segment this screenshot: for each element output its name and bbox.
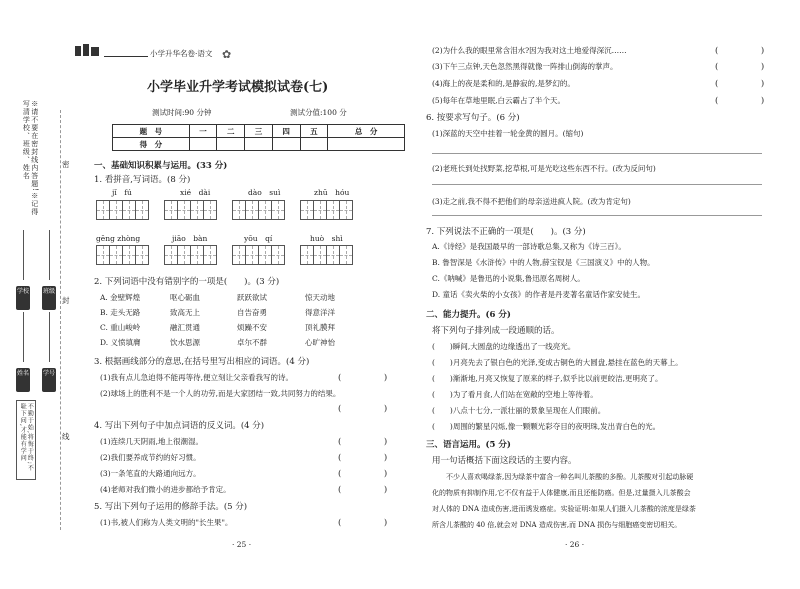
pinyin: xié dài bbox=[180, 188, 211, 197]
s2-item: ( )渐渐地,月亮又恢复了原来的样子,似乎比以前更皎洁,更明亮了。 bbox=[432, 374, 663, 383]
q2-option: 心旷神怡 bbox=[305, 338, 335, 347]
score-table bbox=[112, 124, 405, 151]
q4-item: (3)一条笔直的大路通向远方。 bbox=[100, 469, 201, 478]
answer-line[interactable] bbox=[432, 184, 762, 185]
answer-paren[interactable]: ( ) bbox=[338, 485, 388, 495]
answer-paren[interactable]: ( ) bbox=[338, 404, 388, 414]
score-input-cell[interactable] bbox=[272, 138, 300, 151]
side-field-class: 班级 bbox=[42, 286, 56, 310]
q3-item: (1)我有点儿急迫得不能再等待,便立刻让父亲看我写的诗。 bbox=[100, 373, 294, 382]
seal-char-mi: 密 bbox=[62, 160, 70, 169]
q4-item: (1)连续几天阴雨,地上很潮湿。 bbox=[100, 437, 204, 446]
s3-paragraph-line: 化的物质有抑制作用,它不仅有益于人体健康,而且还能防癌。但是,过量摄入儿茶酸会 bbox=[432, 489, 691, 497]
score-input-cell[interactable] bbox=[189, 138, 217, 151]
score-header-cell: 三 bbox=[245, 125, 273, 138]
answer-paren[interactable]: ( ) bbox=[338, 373, 388, 383]
exam-time: 测试时间:90 分钟 bbox=[152, 108, 212, 117]
seal-char-xian: 线 bbox=[62, 432, 70, 441]
q6-prompt: 6. 按要求写句子。(6 分) bbox=[426, 113, 520, 123]
q2-prompt: 2. 下列词语中没有错别字的一项是( )。(3 分) bbox=[94, 277, 280, 287]
q2-option: 致高无上 bbox=[170, 308, 200, 317]
answer-line[interactable] bbox=[432, 153, 762, 154]
q2-option: 呕心砺血 bbox=[170, 293, 200, 302]
score-header-cell: 题 号 bbox=[113, 125, 190, 138]
side-write-line[interactable] bbox=[49, 312, 50, 362]
q7-option: D. 童话《卖火柴的小女孩》的作者是丹麦著名童话作家安徒生。 bbox=[432, 290, 646, 299]
char-grid[interactable] bbox=[300, 245, 352, 265]
side-motto: 不勤于始,将悔于终;不耻下问,才能有学问 bbox=[16, 400, 36, 480]
char-grid[interactable] bbox=[232, 200, 284, 220]
header-rule bbox=[104, 56, 148, 57]
s2-item: ( )瞬间,大圆盘的边缘透出了一线亮光。 bbox=[432, 342, 576, 351]
q5-prompt: 5. 写出下列句子运用的修辞手法。(5 分) bbox=[94, 502, 248, 512]
q2-option: 惊天动地 bbox=[305, 293, 335, 302]
pinyin: gēng zhòng bbox=[96, 234, 141, 243]
q7-prompt: 7. 下列说法不正确的一项是( )。(3 分) bbox=[426, 227, 586, 237]
q4-prompt: 4. 写出下列句子中加点词语的反义词。(4 分) bbox=[94, 421, 265, 431]
page-number-left: · 25 · bbox=[232, 540, 252, 549]
q2-option: 跃跃欲试 bbox=[237, 293, 267, 302]
s2-item: ( )周围的繁星闪烁,像一颗颗光彩夺目的夜明珠,发出青白色的光。 bbox=[432, 422, 661, 431]
pinyin: jiāo bàn bbox=[172, 234, 208, 243]
answer-paren[interactable]: ( ) bbox=[715, 62, 765, 72]
score-header-cell: 二 bbox=[217, 125, 245, 138]
answer-paren[interactable]: ( ) bbox=[338, 437, 388, 447]
q2-option: D. 义愤填膺 bbox=[100, 338, 141, 347]
s2-item: ( )月亮先去了银白色的光泽,变成古铜色的大圆盘,悬挂在蓝色的天幕上。 bbox=[432, 358, 683, 367]
q7-option: B. 鲁智深是《水浒传》中的人物,薛宝钗是《三国演义》中的人物。 bbox=[432, 258, 655, 267]
q2-option: A. 金壁辉煌 bbox=[100, 293, 141, 302]
q6-item: (2)老班长到处找野菜,挖草根,可是光吃这些东西不行。(改为反问句) bbox=[432, 164, 656, 173]
q3-prompt: 3. 根据画线部分的意思,在括号里写出相应的词语。(4 分) bbox=[94, 357, 310, 367]
q2-option: C. 重山峻岭 bbox=[100, 323, 141, 332]
pinyin: huò shì bbox=[310, 234, 343, 243]
page-title: 小学毕业升学考试模拟试卷(七) bbox=[147, 80, 329, 95]
q6-item: (3)走之前,我不得不把他们的母亲送进疯人院。(改为肯定句) bbox=[432, 197, 631, 206]
s2-item: ( )八点十七分,一派壮丽的景象呈现在人们眼前。 bbox=[432, 406, 606, 415]
q1-prompt: 1. 看拼音,写词语。(8 分) bbox=[94, 175, 191, 185]
section3-title: 三、语言运用。(5 分) bbox=[426, 440, 511, 450]
pinyin: yōu qí bbox=[244, 234, 273, 243]
answer-line[interactable] bbox=[432, 215, 762, 216]
q5-item: (4)海上的夜是柔和的,是静寂的,是梦幻的。 bbox=[432, 79, 575, 88]
answer-paren[interactable]: ( ) bbox=[338, 518, 388, 528]
s2-item: ( )为了看月食,人们站在宽敞的空地上等待着。 bbox=[432, 390, 598, 399]
answer-paren[interactable]: ( ) bbox=[338, 453, 388, 463]
score-input-cell[interactable] bbox=[245, 138, 273, 151]
q2-option: 自告奋勇 bbox=[237, 308, 267, 317]
seal-char-feng: 封 bbox=[62, 296, 70, 305]
q4-item: (4)老师对我们微小的进步都给予肯定。 bbox=[100, 485, 231, 494]
char-grid[interactable] bbox=[232, 245, 284, 265]
seal-line bbox=[60, 110, 61, 530]
side-write-line[interactable] bbox=[23, 230, 24, 280]
score-header-cell: 五 bbox=[300, 125, 328, 138]
answer-paren[interactable]: ( ) bbox=[715, 79, 765, 89]
score-input-cell[interactable] bbox=[328, 138, 405, 151]
side-field-id: 学号 bbox=[42, 368, 56, 392]
q2-option: 卓尔不群 bbox=[237, 338, 267, 347]
q2-option: 得意洋洋 bbox=[305, 308, 335, 317]
char-grid[interactable] bbox=[164, 200, 216, 220]
s2-prompt: 将下列句子排列成一段通顺的话。 bbox=[432, 326, 560, 336]
q2-option: 顶礼膜拜 bbox=[305, 323, 335, 332]
char-grid[interactable] bbox=[96, 200, 148, 220]
pinyin: zhū hóu bbox=[314, 188, 350, 197]
score-header-cell: 四 bbox=[272, 125, 300, 138]
q2-option: B. 走头无路 bbox=[100, 308, 141, 317]
char-grid[interactable] bbox=[164, 245, 216, 265]
s3-paragraph-line: 对人体的 DNA 造成伤害,进而诱发癌症。实验证明:如果人们摄入儿茶酸的浓度是绿茶 bbox=[432, 505, 696, 513]
q2-option: 烦躁不安 bbox=[237, 323, 267, 332]
score-header-cell: 总 分 bbox=[328, 125, 405, 138]
q7-option: A.《诗经》是我国最早的一部诗歌总集,又称为《诗三百》。 bbox=[432, 242, 626, 251]
pinyin: dào suì bbox=[248, 188, 281, 197]
section2-title: 二、能力提升。(6 分) bbox=[426, 310, 511, 320]
q5-item: (3)下午三点钟,天色忽然黑得就像一阵排山倒海的掌声。 bbox=[432, 62, 618, 71]
answer-paren[interactable]: ( ) bbox=[715, 46, 765, 56]
answer-paren[interactable]: ( ) bbox=[338, 469, 388, 479]
score-header-cell: 一 bbox=[189, 125, 217, 138]
q5-item: (2)为什么我的眼里常含泪水?因为我对这土地爱得深沉…… bbox=[432, 46, 627, 55]
side-notice: ※请不要在密封线内答题!※记得写清学校、班级、姓名 bbox=[22, 100, 39, 216]
side-write-line[interactable] bbox=[49, 230, 50, 280]
side-field-school: 学校 bbox=[16, 286, 30, 310]
q7-option: C.《呐喊》是鲁迅的小说集,鲁迅原名周树人。 bbox=[432, 274, 585, 283]
s3-paragraph-line: 不少人喜欢喝绿茶,因为绿茶中富含一种名叫儿茶酸的多酚。儿茶酸对引起动脉硬 bbox=[432, 473, 694, 481]
score-input-cell[interactable] bbox=[300, 138, 328, 151]
q6-item: (1)深蓝的天空中挂着一轮金黄的圆月。(缩句) bbox=[432, 129, 584, 138]
q5-item: (5)每年在草地里眠,白云霸占了半个天。 bbox=[432, 96, 566, 105]
flower-icon: ✿ bbox=[222, 48, 232, 61]
section1-title: 一、基础知识积累与运用。(33 分) bbox=[94, 161, 228, 171]
answer-paren[interactable]: ( ) bbox=[715, 96, 765, 106]
q2-option: 饮水思源 bbox=[170, 338, 200, 347]
s3-paragraph-line: 所含儿茶酸的 40 倍,就会对 DNA 造成伤害,而 DNA 损伤与细胞癌变密切相关。 bbox=[432, 521, 682, 529]
q3-item: (2)球场上的胜利不是一个人的功劳,而是大家团结一致,共同努力的结果。 bbox=[100, 389, 341, 398]
brand-logo-icon bbox=[74, 42, 102, 58]
char-grid[interactable] bbox=[96, 245, 148, 265]
score-input-cell[interactable] bbox=[217, 138, 245, 151]
score-label-cell: 得 分 bbox=[113, 138, 190, 151]
page-number-right: · 26 · bbox=[565, 540, 585, 549]
q5-item: (1)书,被人们称为人类文明的"长生果"。 bbox=[100, 518, 233, 527]
q4-item: (2)我们要养成节约的好习惯。 bbox=[100, 453, 201, 462]
exam-score: 测试分值:100 分 bbox=[290, 108, 347, 117]
header-brand: 小学升华名卷·语文 bbox=[150, 49, 213, 58]
pinyin: jǐ fú bbox=[112, 188, 132, 197]
char-grid[interactable] bbox=[300, 200, 352, 220]
side-write-line[interactable] bbox=[23, 312, 24, 362]
s3-prompt: 用一句话概括下面这段话的主要内容。 bbox=[432, 456, 577, 466]
side-field-name: 姓名 bbox=[16, 368, 30, 392]
q2-option: 融汇贯通 bbox=[170, 323, 200, 332]
